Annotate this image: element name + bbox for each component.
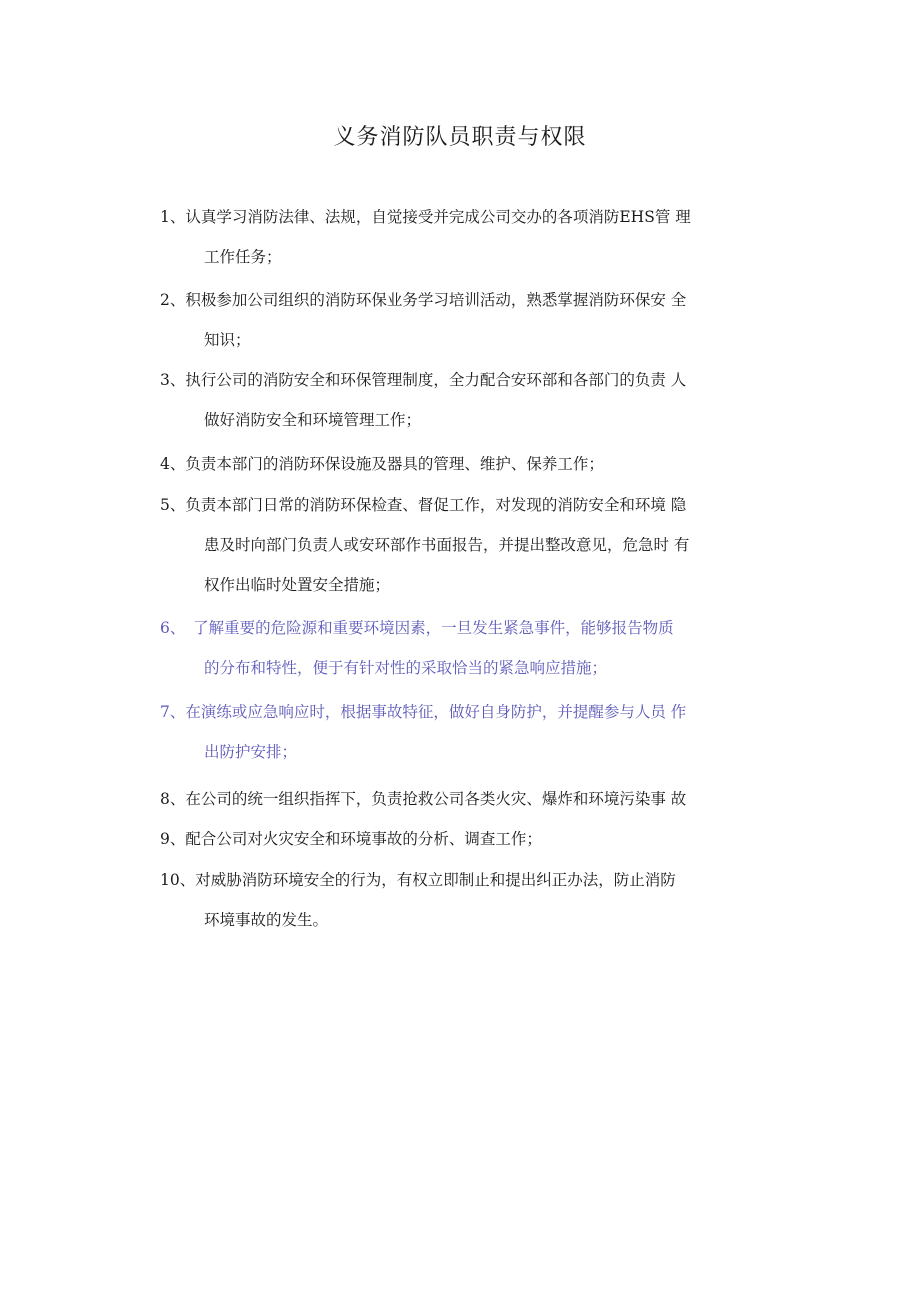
item-line: 8、在公司的统一组织指挥下，负责抢救公司各类火灾、爆炸和环境污染事 故 [160, 790, 687, 808]
list-item-10 [160, 860, 785, 940]
item-line: 3、执行公司的消防安全和环保管理制度，全力配合安环部和各部门的负责 人 [160, 371, 687, 389]
item-line: 做好消防安全和环境管理工作； [204, 411, 422, 429]
item-line: 1、认真学习消防法律、法规，自觉接受并完成公司交办的各项消防EHS管 理 [160, 208, 691, 226]
list-item-2 [160, 280, 785, 360]
item-line: 4、负责本部门的消防环保设施及器具的管理、维护、保养工作； [160, 455, 604, 473]
item-line: 5、负责本部门日常的消防环保检查、督促工作，对发现的消防安全和环境 隐 [160, 496, 687, 514]
item-line: 的分布和特性，便于有针对性的采取恰当的紧急响应措施； [204, 659, 608, 677]
item-line: 知识； [204, 331, 251, 349]
list-item-3 [160, 360, 785, 440]
item-line: 2、积极参加公司组织的消防环保业务学习培训活动，熟悉掌握消防环保安 全 [160, 291, 687, 309]
list-item-9 [160, 819, 785, 859]
item-line: 环境事故的发生。 [204, 911, 329, 929]
item-line: 9、配合公司对火灾安全和环境事故的分析、调查工作； [160, 830, 542, 848]
document-title: 义务消防队员职责与权限 [333, 125, 587, 150]
item-line: 10、对威胁消防环境安全的行为，有权立即制止和提出纠正办法，防止消防 [160, 871, 676, 889]
item-line: 患及时向部门负责人或安环部作书面报告，并提出整改意见，危急时 有 [204, 536, 690, 554]
item-line: 工作任务； [204, 248, 282, 266]
item-line: 出防护安排； [204, 743, 298, 761]
list-item-7 [160, 692, 785, 772]
list-item-8 [160, 779, 785, 819]
item-line: 权作出临时处置安全措施； [204, 576, 391, 594]
list-item-1 [160, 197, 785, 277]
list-item-4 [160, 444, 785, 484]
list-item-5 [160, 485, 785, 605]
item-line: 6、 了解重要的危险源和重要环境因素，一旦发生紧急事件，能够报告物质 [160, 619, 674, 637]
list-item-6 [160, 608, 785, 688]
item-line: 7、在演练或应急响应时，根据事故特征，做好自身防护，并提醒参与人员 作 [160, 703, 687, 721]
